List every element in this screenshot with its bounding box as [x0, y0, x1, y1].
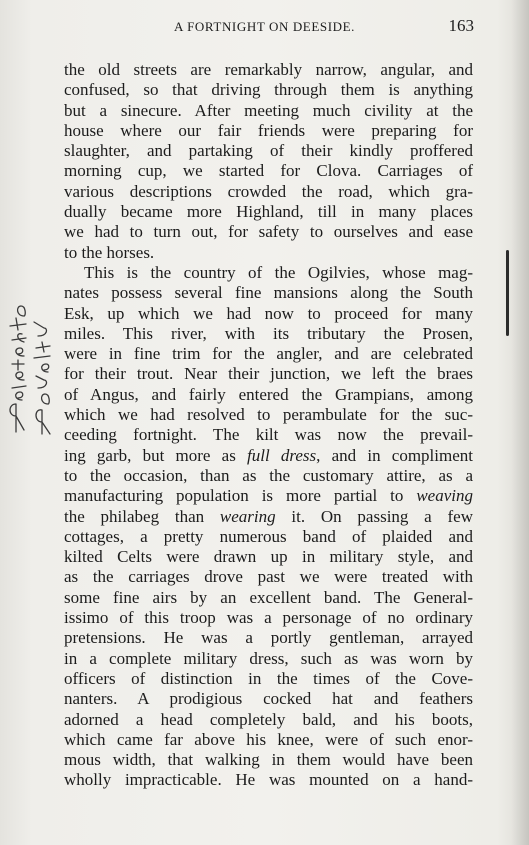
- text-line: dually became more Highland, till in many places: [64, 202, 473, 222]
- running-title: A FORTNIGHT ON DEESIDE.: [173, 19, 356, 34]
- text-line: issimo of this troop was a personage of no ordinary: [64, 608, 473, 628]
- italic-term: full dress: [247, 445, 317, 465]
- handwritten-marginal-note: [2, 300, 56, 440]
- text-line: of Angus, and fairly entered the Grampians, among: [64, 384, 473, 404]
- page-edge-shadow: [511, 0, 529, 845]
- text-line: adorned a head completely bald, and his boots,: [64, 709, 473, 729]
- italic-term: weaving: [416, 486, 473, 506]
- text-line: some fine airs by an excellent band. The General-: [64, 587, 473, 607]
- text-line: manufacturing population is more partial to weaving: [64, 486, 473, 506]
- text-line: house where our fair friends were preparing for: [64, 120, 473, 140]
- text-line: as the carriages drove past we were treated with: [64, 567, 473, 587]
- text-line: which came far above his knee, were of such enor-: [64, 729, 473, 749]
- text-line: miles. This river, with its tributary the Prosen,: [64, 323, 473, 343]
- text-line: were in fine trim for the angler, and are celebrated: [64, 344, 473, 364]
- text-line: we had to turn out, for safety to ourselves and ease: [64, 222, 473, 242]
- text-line: This is the country of the Ogilvies, whose mag-: [84, 262, 473, 282]
- text-line: pretensions. He was a portly gentleman, arrayed: [64, 628, 473, 648]
- text-line: to the horses.: [64, 242, 155, 262]
- text-line: the old streets are remarkably narrow, angular, and: [64, 60, 473, 79]
- text-line: officers of distinction in the times of the Cove-: [64, 668, 473, 688]
- text-line: Esk, up which we had now to proceed for many: [64, 303, 473, 323]
- text-line: confused, so that driving through them is anything: [64, 80, 473, 100]
- text-line: to the occasion, than as the customary attire, as a: [64, 465, 473, 485]
- text-line: ceeding fortnight. The kilt was now the prevail-: [64, 425, 473, 445]
- text-line: which we had resolved to perambulate for the suc-: [64, 405, 473, 425]
- text-line: but a sinecure. After meeting much civility at the: [64, 100, 473, 120]
- text-line: for their trout. Near their junction, we left the braes: [64, 364, 473, 384]
- text-line: kilted Celts were drawn up in military style, and: [64, 547, 473, 567]
- text-line: nanters. A prodigious cocked hat and feathers: [64, 689, 473, 709]
- text-line: ing garb, but more as full dress, and in compliment: [64, 445, 473, 465]
- text-line: the philabeg than wearing it. On passing a few: [64, 506, 473, 526]
- italic-term: wearing: [219, 506, 276, 526]
- text-line: various descriptions crowded the road, which gra-: [64, 181, 473, 201]
- margin-pencil-mark: [506, 250, 509, 336]
- text-line: in a complete military dress, such as was worn by: [64, 648, 473, 668]
- text-line: morning cup, we started for Clova. Carriages of: [64, 161, 473, 181]
- body-text: [64, 60, 473, 791]
- page-number: 163: [448, 16, 474, 35]
- text-line: slaughter, and partaking of their kindly proffered: [64, 141, 473, 161]
- text-line: mous width, that walking in them would have been: [64, 750, 473, 770]
- text-line: wholly impracticable. He was mounted on a hand-: [64, 770, 473, 790]
- text-line: nates possess several fine mansions along the South: [64, 283, 473, 303]
- text-line: cottages, a pretty numerous band of plaided and: [64, 526, 473, 546]
